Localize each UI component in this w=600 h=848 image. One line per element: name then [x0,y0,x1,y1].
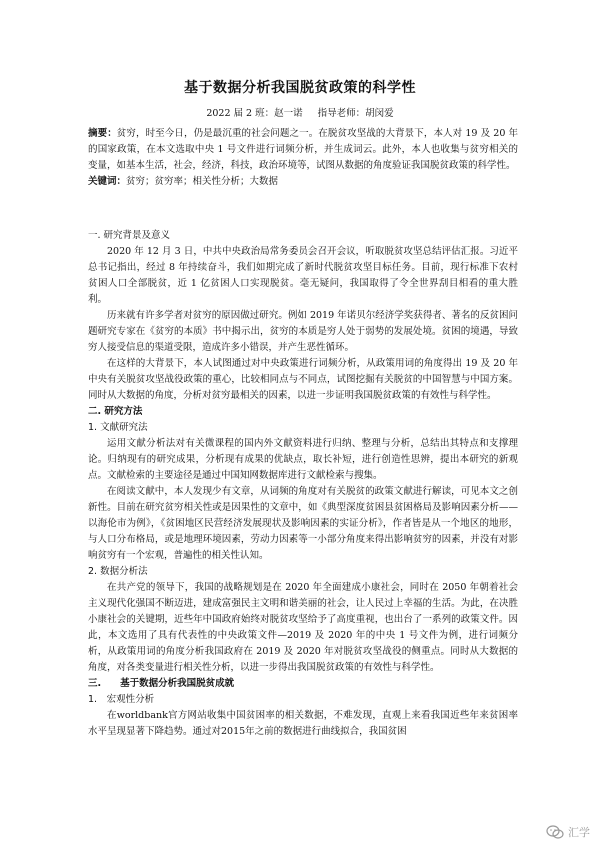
section-1-paragraph-3: 在这样的大背景下，本人试图通过对中央政策进行词频分析，从政策用词的角度得出 19 及 20 年中央有关脱贫攻坚战役政策的重心，比较相同点与不同点，试图挖掘有关脱贫的中国智慧与中国方案。同时从大数据的角度，分析对贫穷最相关的因素，以进一步证明我国脱贫政策的有效性与科学性。 [88,358,518,401]
keywords-label: 关键词： [88,176,127,187]
paper-title: 基于数据分析我国脱贫政策的科学性 [184,80,416,96]
abstract-label: 摘要： [88,128,117,139]
keywords [88,174,518,190]
section-3-subheading-1: 1. 宏观性分析 [88,694,155,705]
advisor-name: 指导老师：胡闵爱 [317,108,394,119]
section-1-paragraph-1: 2020 年 12 月 3 日，中共中央政治局常务委员会召开会议，听取脱贫攻坚总结评估汇报。习近平总书记指出，经过 8 年持续奋斗，我们如期完成了新时代脱贫攻坚目标任务。目前，现行标准下农村贫困人口全部脱贫，近 1 亿贫困人口实现脱贫。毫无疑问，我国取得了令全世界刮目相看的重大胜利。 [88,246,518,305]
section-1 [88,228,518,740]
section-2-paragraph-3: 在共产党的领导下，我国的战略规划是在 2020 年全面建成小康社会，同时在 2050 年朝着社会主义现代化强国不断迈进，建成富强民主文明和谐美丽的社会，让人民过上幸福的生活。为此，在决胜小康社会的关键期，近些年中国政府始终对脱贫攻坚给予了高度重视，也出台了一系列的政策文件。因此，本文选用了具有代表性的中央政策文件—2019 及 2020 年的中央 1 号文件为例，进行词频分析，从政策用词的角度分析我国政府在 2019 及 2020 年对脱贫攻坚战役的侧重点。同时从大数据的角度，对各类变量进行相关性分析，以进一步得出我国脱贫政策的有效性与科学性。 [88,582,518,673]
wechat-icon [546,825,564,840]
watermark-text: 汇学 [568,826,590,839]
section-1-heading: 一. 研究背景及意义 [88,230,171,241]
keywords-text: 贫穷；贫穷率；相关性分析；大数据 [126,176,279,187]
section-1-paragraph-2: 历来就有许多学者对贫穷的原因做过研究。例如 2019 年诺贝尔经济学奖获得者、著名的反贫困问题研究专家在《贫穷的本质》书中揭示出，贫穷的本质是穷人处于弱势的发展处境。贫困的境遇，导致穷人接受信息的渠道受限，造成许多小错误，并产生恶性循环。 [88,310,518,353]
section-3-paragraph-1: 在worldbank官方网站收集中国贫困率的相关数据，不难发现，直观上来看我国近些年来贫困率水平呈现显著下降趋势。通过对2015年之前的数据进行曲线拟合，我国贫困 [88,710,518,737]
watermark [546,824,590,840]
author-line [0,105,600,119]
section-2-subheading-1: 1. 文献研究法 [88,422,148,433]
section-3-heading: 三. 基于数据分析我国脱贫成就 [88,678,235,689]
abstract-block [88,126,518,190]
section-2-paragraph-2: 在阅读文献中，本人发现少有文章，从词频的角度对有关脱贫的政策文献进行解读，可见本文之创新性。目前在研究贫穷相关性或是因果性的文章中，如《典型深度贫困县贫困格局及影响因素分析——以海伦市为例》，《贫困地区民营经济发展现状及影响因素的实证分析》，作者皆是从一个地区的地形，与人口分布格局，或是地理环境因素，劳动力因素等一小部分角度来得出影响贫穷的因素，并没有对影响贫穷有一个宏观，普遍性的相关性认知。 [88,486,518,561]
section-2-paragraph-1: 运用文献分析法对有关微课程的国内外文献资料进行归纳、整理与分析，总结出其特点和支撑理论。归纳现有的研究成果，分析现有成果的优缺点，取长补短，进行创造性思辨，提出本研究的新观点。文献检索的主要途径是通过中国知网数据库进行文献检索与搜集。 [88,438,518,481]
abstract-text: 贫穷，时至今日，仍是最沉重的社会问题之一。在脱贫攻坚战的大背景下，本人对 19 及 20 年的国家政策，在本文选取中央 1 号文件进行词频分析，并生成词云。此外，本人也收集与贫穷相关的变量，如基本生活，社会，经济，科技，政治环境等，试图从数据的角度验证我国脱贫政策的科学性。 [88,128,518,171]
section-2-heading: 二. 研究方法 [88,406,143,417]
author-name: 2022 届 2 班：赵一诺 [206,108,303,119]
abstract [88,126,518,174]
section-2-subheading-2: 2. 数据分析法 [88,566,148,577]
